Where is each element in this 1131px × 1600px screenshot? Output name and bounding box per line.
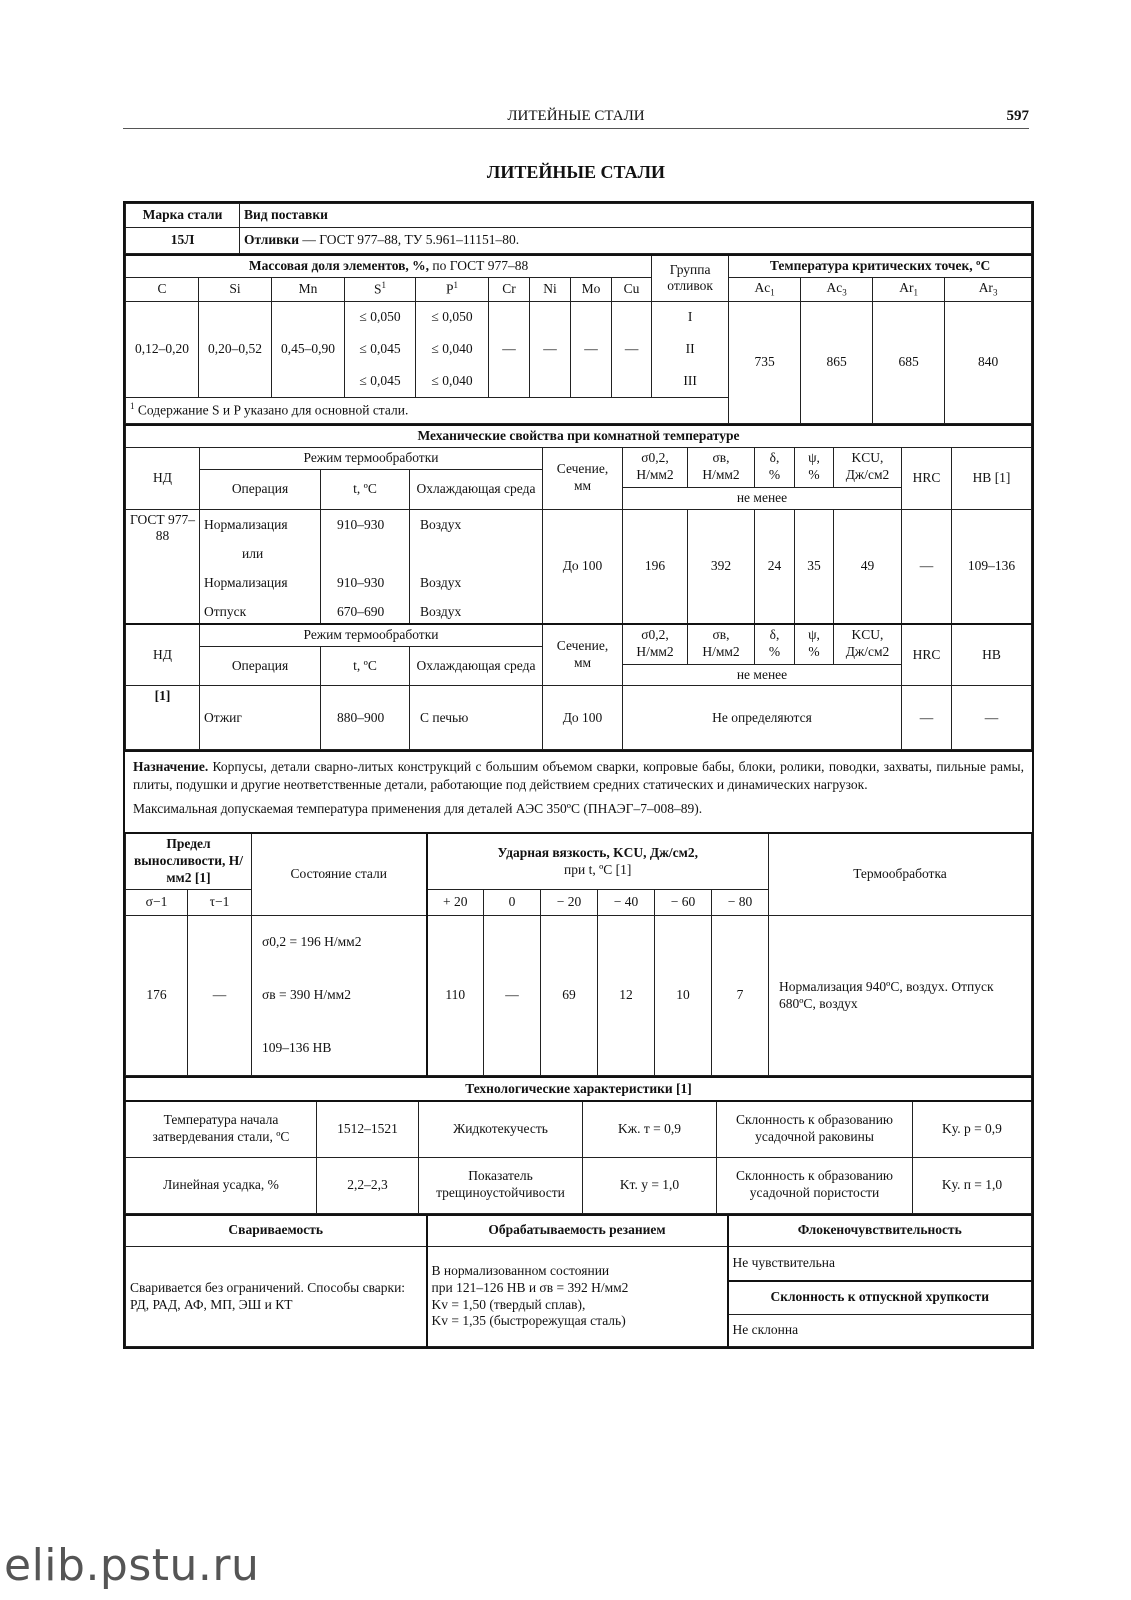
col-si: Si — [199, 277, 272, 301]
section-value: До 100 — [543, 509, 623, 624]
tech-label: Показатель трещиноустойчивости — [419, 1157, 583, 1213]
s02-header: σ0,2, Н/мм2 — [623, 447, 688, 487]
tech-label: Склонность к образованию усадочной пористости — [717, 1157, 913, 1213]
temp-header: + 20 — [427, 890, 484, 916]
impact-table — [125, 832, 1032, 1076]
heat-mode-header: Режим термообработки — [200, 447, 543, 469]
heat-value: Нормализация 940ºС, воздух. Отпуск 680ºС, воздух — [769, 916, 1032, 1076]
nd-value: ГОСТ 977–88 — [126, 509, 200, 624]
composition-title: Массовая доля элементов, %, по ГОСТ 977–88 — [126, 255, 652, 277]
value-mo: — — [571, 301, 612, 397]
col-c: C — [126, 277, 199, 301]
value-si: 0,20–0,52 — [199, 301, 272, 397]
value-ac3: 865 — [801, 301, 873, 423]
psi-header: ψ, % — [795, 447, 834, 487]
kcu-header: KCU, Дж/см2 — [834, 624, 902, 664]
impact-value: 10 — [655, 916, 712, 1076]
grade-value: 15Л — [126, 228, 240, 254]
impact-value: 69 — [541, 916, 598, 1076]
delta-value: 24 — [755, 509, 795, 624]
cooling-value: С печью — [410, 686, 543, 750]
running-header — [123, 106, 1029, 129]
undetermined-value: Не определяются — [623, 686, 902, 750]
col-ar3: $Ar_3$ — [945, 277, 1032, 301]
temp-header: 0 — [484, 890, 541, 916]
temperature-header: t, ºС — [321, 646, 410, 686]
machinability-value: В нормализованном состоянии при 121–126 НВ и σв = 392 Н/мм2 Kv = 1,50 (твердый сплав), Kv = 1,35 (быстрорежущая сталь) — [427, 1247, 728, 1347]
temper-value: Не склонна — [728, 1315, 1032, 1347]
tech-value: Kу. р = 0,9 — [913, 1101, 1032, 1157]
hb-value: 109–136 — [952, 509, 1032, 624]
group-value: III — [652, 365, 729, 397]
machinability-header: Обрабатываемость резанием — [427, 1215, 728, 1247]
impact-value: 110 — [427, 916, 484, 1076]
running-title: ЛИТЕЙНЫЕ СТАЛИ — [507, 108, 645, 124]
col-ac1: $Ac_1$ — [729, 277, 801, 301]
temperature-header: t, ºС — [321, 469, 410, 509]
col-p: $P^1$ — [416, 277, 489, 301]
group-value: I — [652, 301, 729, 333]
purpose-section — [125, 750, 1032, 832]
hrc-header: HRC — [902, 624, 952, 686]
temp-header: − 60 — [655, 890, 712, 916]
page-title: ЛИТЕЙНЫЕ СТАЛИ — [486, 162, 666, 182]
impact-value: 12 — [598, 916, 655, 1076]
supply-value: Отливки — ГОСТ 977–88, ТУ 5.961–11151–80. — [240, 228, 1032, 254]
value-ac1: 735 — [729, 301, 801, 423]
tau-value: — — [188, 916, 252, 1076]
col-mn: Mn — [272, 277, 345, 301]
heat-header: Термообработка — [769, 833, 1032, 915]
delta-header: δ, % — [755, 447, 795, 487]
composition-footnote: $^1$ Содержание S и P указано для основной стали. — [126, 397, 729, 423]
steel-datasheet — [123, 201, 1034, 1349]
grade-table — [125, 203, 1032, 254]
mechanical-table — [125, 424, 1032, 751]
delta-header: δ, % — [755, 624, 795, 664]
operation-value: Отжиг — [200, 686, 321, 750]
sb-header: σв, Н/мм2 — [688, 447, 755, 487]
operation-header: Операция — [200, 469, 321, 509]
impact-value: — — [484, 916, 541, 1076]
value-s: ≤ 0,045 — [345, 365, 416, 397]
sb-value: 392 — [688, 509, 755, 624]
state-values: σ0,2 = 196 Н/мм2 σв = 390 Н/мм2 109–136 НВ — [252, 916, 427, 1076]
value-s: ≤ 0,045 — [345, 333, 416, 365]
flake-header: Флокеночувствительность — [728, 1215, 1032, 1247]
col-cu: Cu — [612, 277, 652, 301]
heat-mode-header: Режим термообработки — [200, 624, 543, 646]
tech-label: Склонность к образованию усадочной раковины — [717, 1101, 913, 1157]
col-mo: Mo — [571, 277, 612, 301]
temperatures: 910–930 910–930 670–690 — [321, 509, 410, 624]
section-value: До 100 — [543, 686, 623, 750]
group-value: II — [652, 333, 729, 365]
group-header: Группа отливок — [652, 255, 729, 301]
tech-value: Kт. у = 1,0 — [583, 1157, 717, 1213]
cooling-header: Охлаждающая среда — [410, 469, 543, 509]
value-cu: — — [612, 301, 652, 397]
temperature-value: 880–900 — [321, 686, 410, 750]
nd-header: НД — [126, 447, 200, 509]
psi-header: ψ, % — [795, 624, 834, 664]
min-header: не менее — [623, 487, 902, 509]
temp-header: − 20 — [541, 890, 598, 916]
col-s: $S^1$ — [345, 277, 416, 301]
min-header: не менее — [623, 664, 902, 686]
hb-value: — — [952, 686, 1032, 750]
hrc-value: — — [902, 509, 952, 624]
bottom-table — [125, 1214, 1032, 1348]
weldability-value: Сваривается без ограничений. Способы сварки: РД, РАД, АФ, МП, ЭШ и КТ — [126, 1247, 427, 1347]
supply-header: Вид поставки — [240, 204, 1032, 228]
sigma-value: 176 — [126, 916, 188, 1076]
tech-label: Температура начала затвердевания стали, ºС — [126, 1101, 317, 1157]
temp-header: − 40 — [598, 890, 655, 916]
col-cr: Cr — [489, 277, 530, 301]
kcu-value: 49 — [834, 509, 902, 624]
operation-header: Операция — [200, 646, 321, 686]
hb-header: HB — [952, 624, 1032, 686]
tech-value: Kу. п = 1,0 — [913, 1157, 1032, 1213]
value-cr: — — [489, 301, 530, 397]
nd-header: НД — [126, 624, 200, 686]
hrc-value: — — [902, 686, 952, 750]
temp-header: − 80 — [712, 890, 769, 916]
value-ni: — — [530, 301, 571, 397]
col-ac3: $Ac_3$ — [801, 277, 873, 301]
hb-header: HB [1] — [952, 447, 1032, 509]
temper-header: Склонность к отпускной хрупкости — [728, 1281, 1032, 1315]
composition-table — [125, 254, 1032, 424]
state-header: Состояние стали — [252, 833, 427, 915]
flake-value: Не чувствительна — [728, 1247, 1032, 1281]
tech-value: Kж. т = 0,9 — [583, 1101, 717, 1157]
kcu-header: KCU, Дж/см2 — [834, 447, 902, 487]
grade-header: Марка стали — [126, 204, 240, 228]
operations: Нормализация или Нормализация Отпуск — [200, 509, 321, 624]
mechanical-title: Механические свойства при комнатной температуре — [126, 425, 1032, 447]
value-ar3: 840 — [945, 301, 1032, 423]
section-header: Сечение, мм — [543, 624, 623, 686]
value-s: ≤ 0,050 — [345, 301, 416, 333]
s02-value: 196 — [623, 509, 688, 624]
page-number: 597 — [1006, 108, 1029, 124]
weldability-header: Свариваемость — [126, 1215, 427, 1247]
col-ni: Ni — [530, 277, 571, 301]
s02-header: σ0,2, Н/мм2 — [623, 624, 688, 664]
tech-title: Технологические характеристики [1] — [126, 1077, 1032, 1101]
sb-header: σв, Н/мм2 — [688, 624, 755, 664]
value-mn: 0,45–0,90 — [272, 301, 345, 397]
tech-value: 1512–1521 — [317, 1101, 419, 1157]
impact-value: 7 — [712, 916, 769, 1076]
coolings: Воздух Воздух Воздух — [410, 509, 543, 624]
section-header: Сечение, мм — [543, 447, 623, 509]
sigma-header: σ−1 — [126, 890, 188, 916]
cooling-header: Охлаждающая среда — [410, 646, 543, 686]
hrc-header: HRC — [902, 447, 952, 509]
watermark: elib.pstu.ru — [4, 1540, 260, 1591]
impact-header: Ударная вязкость, KCU, Дж/см2, при t, ºС [1] — [427, 833, 769, 889]
max-temperature: Максимальная допускаемая температура применения для деталей АЭС 350ºС (ПНАЭГ–7–008–89). — [133, 800, 703, 816]
critical-points-title: Температура критических точек, ºС — [729, 255, 1032, 277]
tech-label: Линейная усадка, % — [126, 1157, 317, 1213]
fatigue-header: Предел выносливости, Н/мм2 [1] — [126, 833, 252, 889]
value-p: ≤ 0,050 — [416, 301, 489, 333]
tech-value: 2,2–2,3 — [317, 1157, 419, 1213]
purpose-text: Назначение. Корпусы, детали сварно-литых конструкций с большим объемом сварки, копровые бабы, блоки, ролики, поводки, захваты, пильные рамы, плиты, подушки и другие неответственные детали, работающие под действием средних статических и динамических нагрузок. — [133, 759, 1024, 793]
value-c: 0,12–0,20 — [126, 301, 199, 397]
psi-value: 35 — [795, 509, 834, 624]
tau-header: τ−1 — [188, 890, 252, 916]
value-p: ≤ 0,040 — [416, 333, 489, 365]
nd-value: [1] — [126, 686, 200, 750]
col-ar1: $Ar_1$ — [873, 277, 945, 301]
value-ar1: 685 — [873, 301, 945, 423]
tech-table — [125, 1076, 1032, 1214]
value-p: ≤ 0,040 — [416, 365, 489, 397]
tech-label: Жидкотекучесть — [419, 1101, 583, 1157]
